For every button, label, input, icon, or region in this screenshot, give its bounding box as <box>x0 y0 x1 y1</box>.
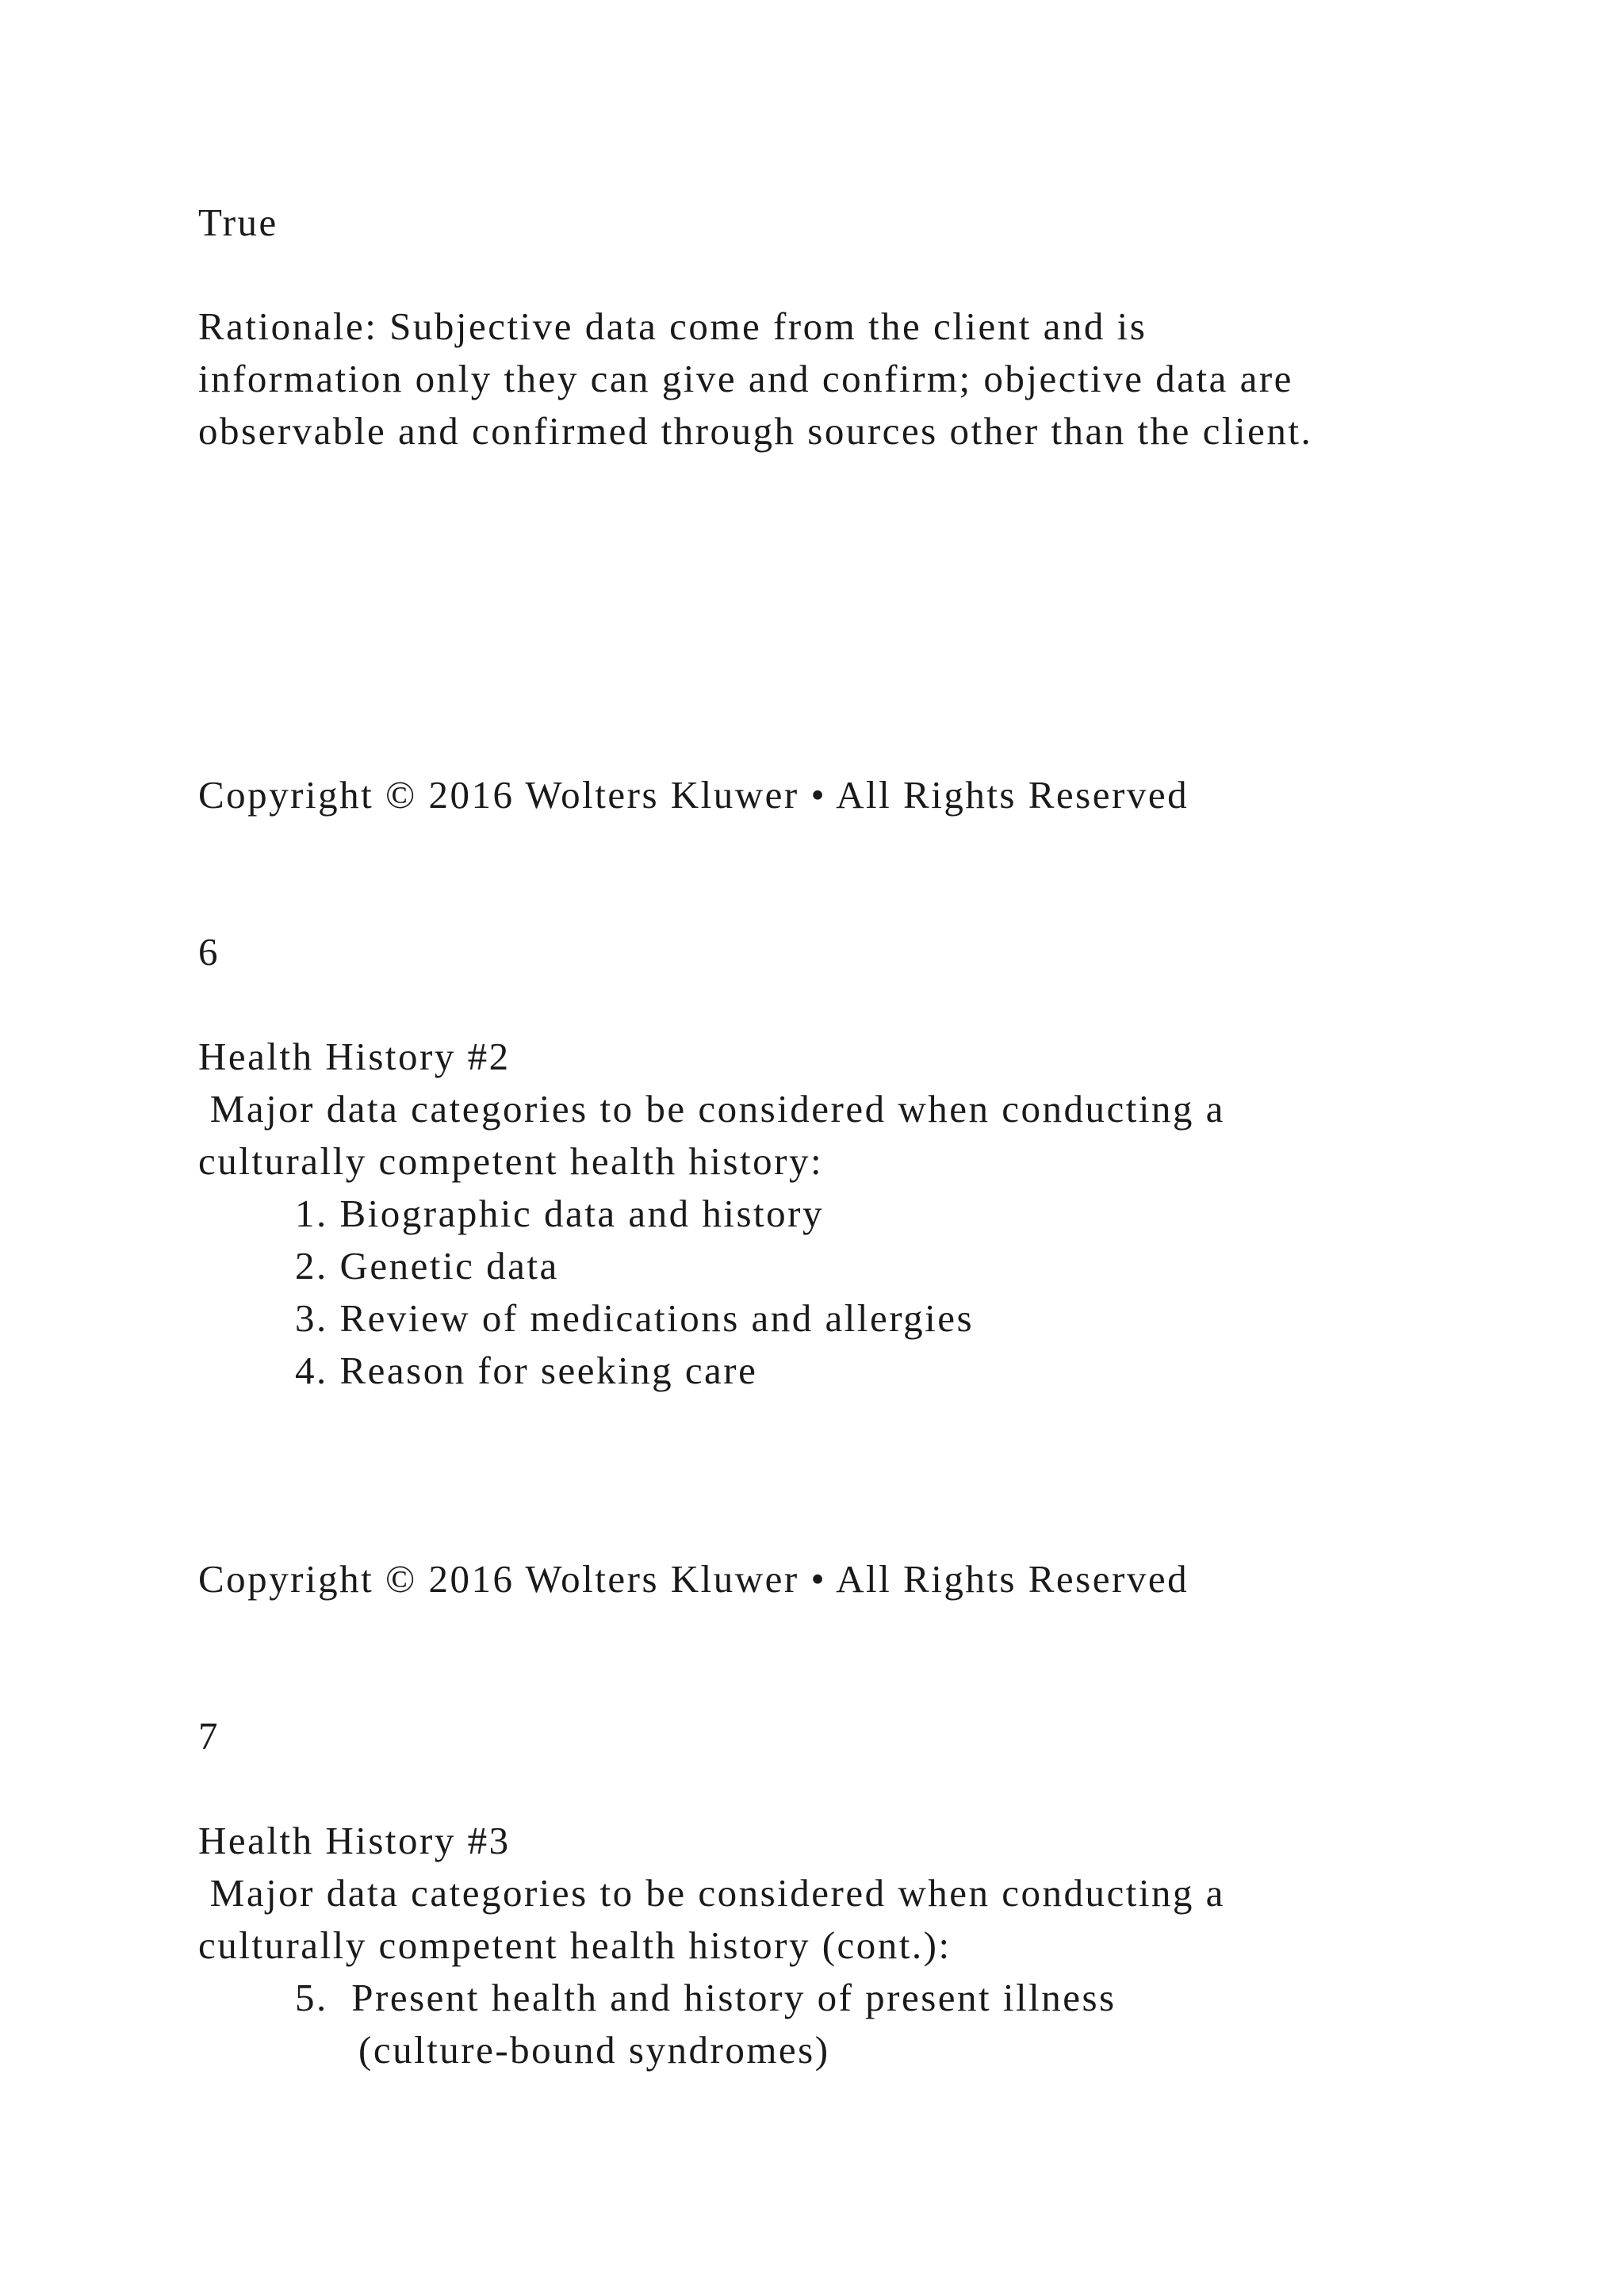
list-item: 1. Biographic data and history <box>295 1192 824 1235</box>
section-intro-line: Major data categories to be considered when conducting a <box>198 1087 1225 1131</box>
section-title: Health History #2 <box>198 1035 511 1078</box>
list-item: 3. Review of medications and allergies <box>295 1296 975 1340</box>
list-item: 4. Reason for seeking care <box>295 1349 758 1392</box>
list-item: 5. Present health and history of present illness <box>295 1976 1116 2019</box>
list-item: 2. Genetic data <box>295 1244 559 1288</box>
rationale-line: information only they can give and confirm; objective data are <box>198 357 1293 400</box>
list-item-continuation: (culture-bound syndromes) <box>358 2028 830 2072</box>
section-title: Health History #3 <box>198 1819 511 1862</box>
section-intro-line: culturally competent health history (cont.): <box>198 1923 952 1967</box>
rationale-line: Rationale: Subjective data come from the client and is <box>198 304 1147 348</box>
copyright-footer: Copyright © 2016 Wolters Kluwer • All Rights Reserved <box>198 773 1189 817</box>
rationale-line: observable and confirmed through sources other than the client. <box>198 409 1313 453</box>
section-intro-line: Major data categories to be considered when conducting a <box>198 1871 1225 1915</box>
copyright-footer: Copyright © 2016 Wolters Kluwer • All Rights Reserved <box>198 1557 1189 1601</box>
slide-number: 6 <box>198 930 220 974</box>
section-intro-line: culturally competent health history: <box>198 1139 824 1183</box>
answer-text: True <box>198 201 278 244</box>
slide-number: 7 <box>198 1714 220 1758</box>
